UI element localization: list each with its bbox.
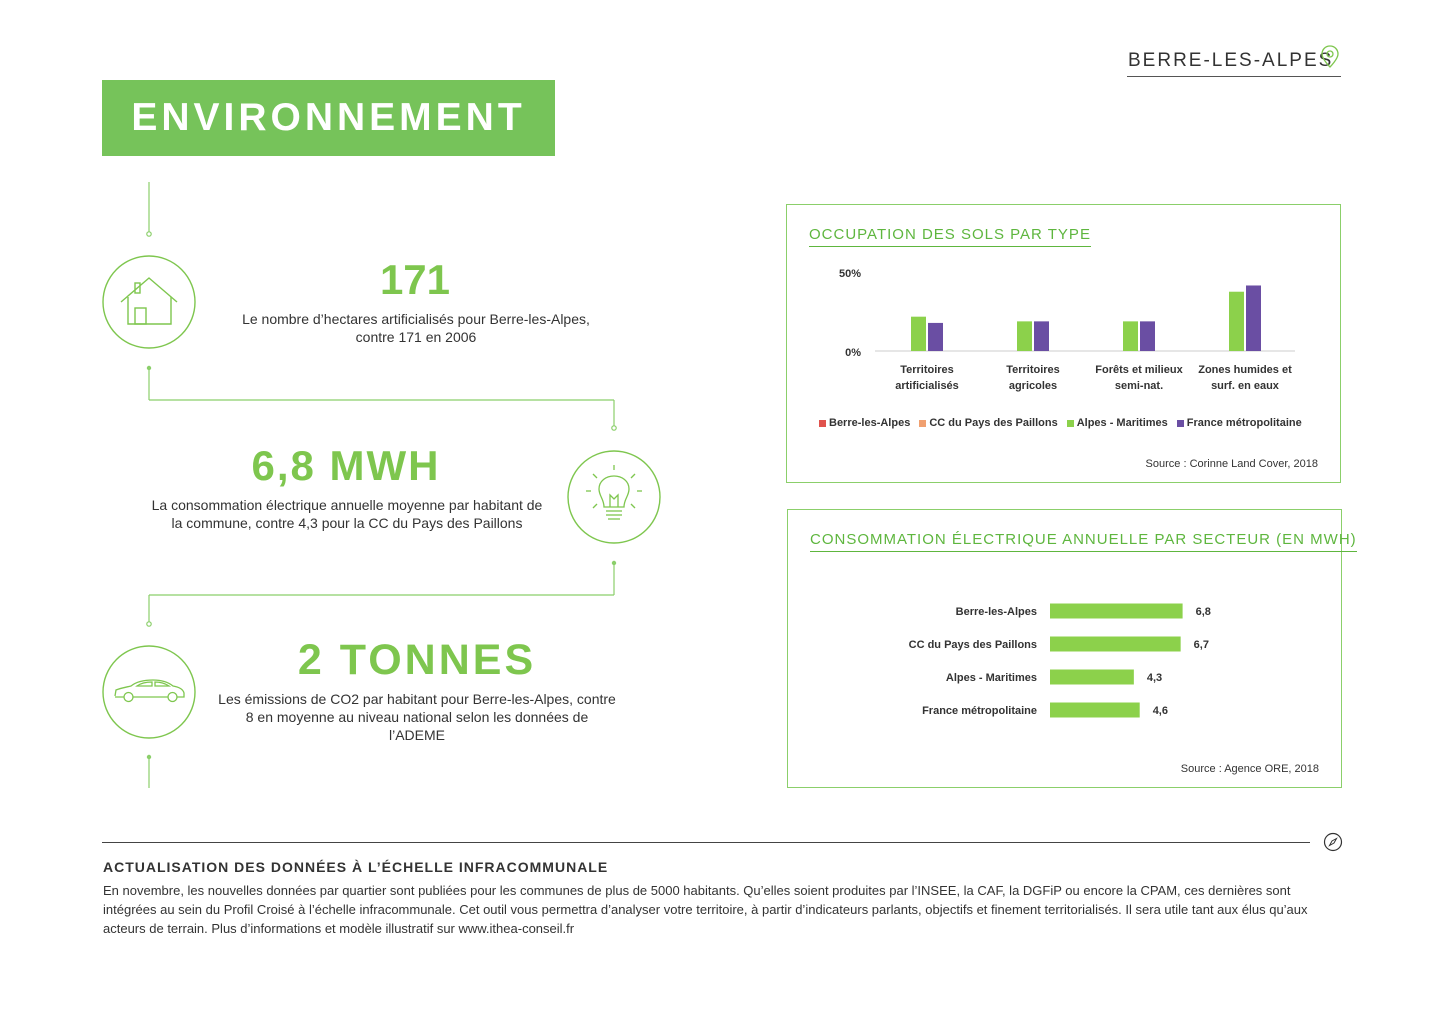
hbar-0 [1050,604,1183,619]
bar-2-1 [1017,321,1032,351]
x-tick-label-3-1: surf. en eaux [1211,380,1279,392]
x-tick-label-3-0: Zones humides et [1198,364,1292,376]
hbar-1 [1050,637,1181,652]
stat-hectares-description: Le nombre d’hectares artificialisés pour Berre-les-Alpes, contre 171 en 2006 [242,311,590,345]
land-use-source: Source : Corinne Land Cover, 2018 [1145,458,1318,470]
x-tick-label-0-0: Territoires [900,364,954,376]
x-tick-label-2-1: semi-nat. [1114,380,1164,392]
electricity-chart [788,510,1341,750]
legend-swatch-2 [1067,420,1074,427]
legend-swatch-3 [1177,420,1184,427]
bar-2-2 [1123,321,1138,351]
electricity-chart-title: CONSOMMATION ÉLECTRIQUE ANNUELLE PAR SECTEUR (EN MWH) [810,531,1357,552]
legend-item-3 [1177,417,1302,429]
x-tick-label-0-1: artificialisés [895,380,959,392]
value-label-2: 4,3 [1146,672,1163,684]
section-title: ENVIRONNEMENT [131,96,526,139]
stat-co2-value: 2 TONNES [297,636,537,684]
commune-name: BERRE-LES-ALPES [1128,50,1334,71]
category-label-3: France métropolitaine [922,705,1037,717]
value-label-0: 6,8 [1195,606,1211,618]
category-label-2: Alpes - Maritimes [945,672,1037,684]
bar-3-0 [928,323,943,351]
land-use-legend [819,417,1302,429]
legend-item-0 [819,417,910,429]
lightbulb-icon [566,449,662,545]
land-use-chart-title: OCCUPATION DES SOLS PAR TYPE [809,226,1091,247]
x-tick-label-2-0: Forêts et milieux [1095,364,1183,376]
stat-co2-description: Les émissions de CO2 par habitant pour Berre-les-Alpes, contre 8 en moyenne au niveau national selon les données de l’ADEME [218,691,616,743]
stat-hectares-value: 171 [379,256,451,303]
bar-3-1 [1034,321,1049,351]
legend-label-2: Alpes - Maritimes [1076,417,1168,429]
house-icon [101,254,197,350]
land-use-chart-panel [786,204,1341,483]
bar-3-3 [1246,285,1261,351]
legend-label-1: CC du Pays des Paillons [929,417,1058,429]
land-use-chart [787,205,1340,405]
bar-2-3 [1229,292,1244,351]
car-icon [101,644,197,740]
value-label-3: 4,6 [1152,705,1168,717]
bar-2-0 [911,317,926,351]
value-label-1: 6,7 [1193,639,1209,651]
category-label-1: CC du Pays des Paillons [908,639,1037,651]
hbar-3 [1050,703,1140,718]
legend-label-0: Berre-les-Alpes [829,417,911,429]
bar-3-2 [1140,321,1155,351]
footer-divider [102,842,1310,843]
footer-text: En novembre, les nouvelles données par quartier sont publiées pour les communes de plus de 5000 habitants. Qu’elles soient produites par l’INSEE, la CAF, la DGFiP ou encore la CPAM, ces dernières sont intégrées au sein du Profil Croisé à l’échelle infracommunale. Cet outil vous permettra d’analyser votre territoire, à partir d’indicateurs parlants, objectifs et finement territorialisés. Il sera utile tant aux élus qu’aux acteurs de terrain. Plus d’informations et modèle illustratif sur www.ithea-conseil.fr [103,883,1308,936]
legend-item-1 [919,417,1057,429]
location-pin-icon [1318,44,1342,70]
y-tick-label-bottom: 0% [845,347,861,359]
stat-electricity-description: La consommation électrique annuelle moyenne par habitant de la commune, contre 4,3 pour la CC du Pays des Paillons [151,497,543,531]
stat-electricity-value: 6,8 MWH [251,442,441,489]
x-tick-label-1-1: agricoles [1008,380,1058,392]
commune-underline [1127,76,1341,77]
compass-icon [1323,832,1343,852]
y-tick-label-top: 50% [838,268,861,280]
x-tick-label-1-0: Territoires [1006,364,1060,376]
legend-swatch-0 [819,420,826,427]
category-label-0: Berre-les-Alpes [955,606,1037,618]
hbar-2 [1050,670,1134,685]
electricity-source: Source : Agence ORE, 2018 [1180,763,1319,775]
legend-swatch-1 [919,420,926,427]
legend-label-3: France métropolitaine [1186,417,1302,429]
footer-title: ACTUALISATION DES DONNÉES À L’ÉCHELLE INFRACOMMUNALE [103,859,609,875]
legend-item-2 [1067,417,1168,429]
electricity-chart-panel [787,509,1357,788]
